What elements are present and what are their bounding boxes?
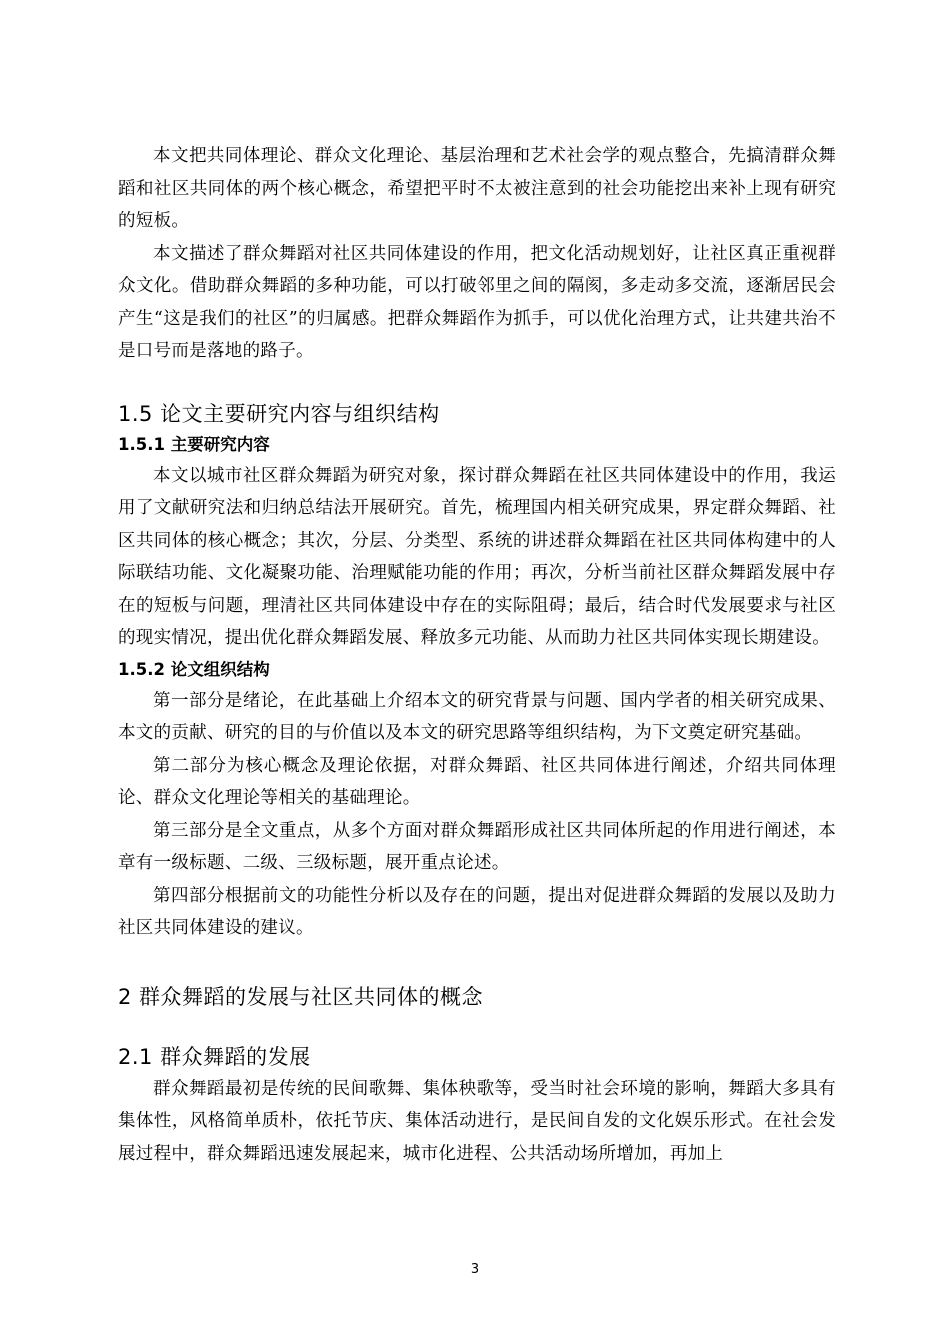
paragraph-structure-part-4: 第四部分根据前文的功能性分析以及存在的问题，提出对促进群众舞蹈的发展以及助力社区共同体建设的建议。	[118, 885, 836, 938]
section-heading-1-5: 1.5 论文主要研究内容与组织结构	[118, 401, 440, 426]
subsection-heading-1-5-2: 1.5.2 论文组织结构	[118, 659, 270, 679]
intro-paragraph-2: 本文描述了群众舞蹈对社区共同体建设的作用，把文化活动规划好，让社区真正重视群众文化。借助群众舞蹈的多种功能，可以打破邻里之间的隔阂，多走动多交流，逐渐居民会产生“这是我们的社区”的归属感。把群众舞蹈作为抓手，可以优化治理方式，让共建共治不是口号而是落地的路子。	[118, 243, 836, 361]
intro-paragraph-1: 本文把共同体理论、群众文化理论、基层治理和艺术社会学的观点整合，先搞清群众舞蹈和社区共同体的两个核心概念，希望把平时不太被注意到的社会功能挖出来补上现有研究的短板。	[118, 146, 836, 231]
paragraph-dance-development: 群众舞蹈最初是传统的民间歌舞、集体秧歌等，受当时社会环境的影响，舞蹈大多具有集体性，风格简单质朴，依托节庆、集体活动进行，是民间自发的文化娱乐形式。在社会发展过程中，群众舞蹈迅速发展起来，城市化进程、公共活动场所增加，再加上	[118, 1078, 836, 1164]
page-content	[118, 140, 836, 1170]
section-heading-2-1: 2.1 群众舞蹈的发展	[118, 1044, 311, 1069]
paragraph-structure-part-3: 第三部分是全文重点，从多个方面对群众舞蹈形成社区共同体所起的作用进行阐述，本章有一级标题、二级、三级标题，展开重点论述。	[118, 820, 836, 873]
paragraph-structure-part-1: 第一部分是绪论，在此基础上介绍本文的研究背景与问题、国内学者的相关研究成果、本文的贡献、研究的目的与价值以及本文的研究思路等组织结构，为下文奠定研究基础。	[118, 690, 836, 743]
subsection-heading-1-5-1: 1.5.1 主要研究内容	[118, 434, 270, 454]
paragraph-research-content: 本文以城市社区群众舞蹈为研究对象，探讨群众舞蹈在社区共同体建设中的作用，我运用了文献研究法和归纳总结法开展研究。首先，梳理国内相关研究成果，界定群众舞蹈、社区共同体的核心概念；其次，分层、分类型、系统的讲述群众舞蹈在社区共同体构建中的人际联结功能、文化凝聚功能、治理赋能功能的作用；再次，分析当前社区群众舞蹈发展中存在的短板与问题，理清社区共同体建设中存在的实际阻碍；最后，结合时代发展要求与社区的现实情况，提出优化群众舞蹈发展、释放多元功能、从而助力社区共同体实现长期建设。	[118, 465, 836, 648]
chapter-heading-2: 2 群众舞蹈的发展与社区共同体的概念	[118, 984, 484, 1009]
paragraph-structure-part-2: 第二部分为核心概念及理论依据，对群众舞蹈、社区共同体进行阐述，介绍共同体理论、群众文化理论等相关的基础理论。	[118, 755, 836, 808]
page-number: 3	[470, 1262, 480, 1277]
